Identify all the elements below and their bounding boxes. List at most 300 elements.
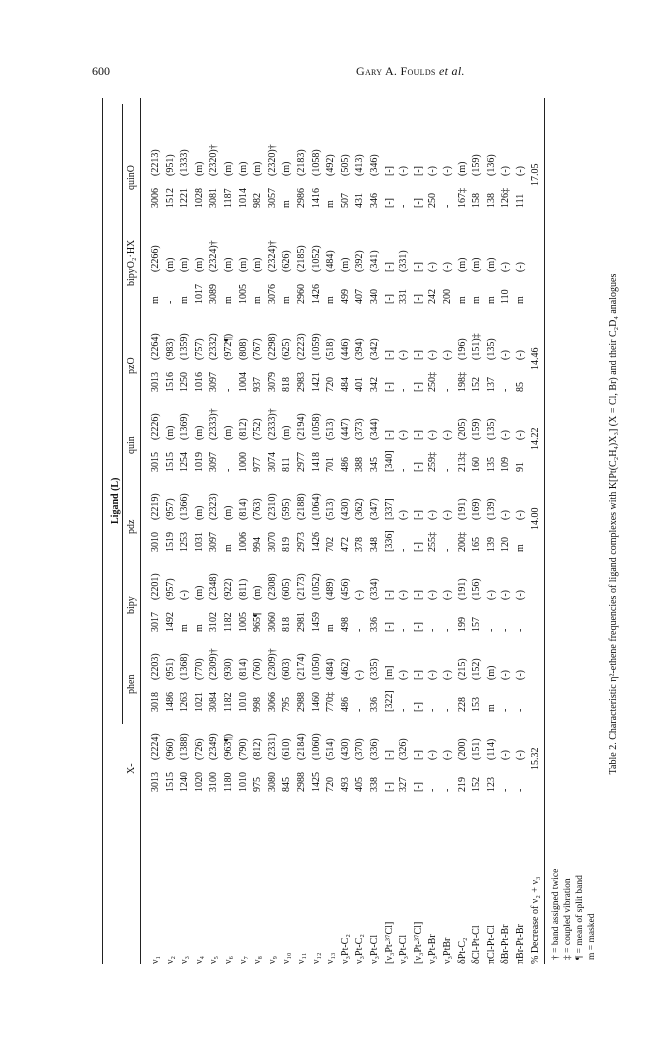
decrease-value: 14.46 <box>529 347 541 370</box>
cell-d-value: (951) <box>164 154 176 176</box>
cell-d-value: (342) <box>369 338 380 360</box>
cell-d-value: (-) <box>515 262 526 272</box>
cell-d-value: (462) <box>339 658 351 680</box>
cell-h-value: 259‡ <box>427 452 439 472</box>
cell-h-value: - <box>485 628 497 632</box>
cell-d-value: (-) <box>442 670 453 680</box>
cell-d-value: (-) <box>427 262 439 272</box>
cell-d-value: (-) <box>427 166 439 176</box>
cell-h-value: m <box>471 296 483 304</box>
cell-d-value: (957) <box>164 498 176 520</box>
cell-h-value: [-] <box>383 294 395 304</box>
cell-d-value: [-] <box>383 750 395 760</box>
cell-d-value: (-) <box>427 430 439 440</box>
cell-h-value: 198‡ <box>456 372 468 392</box>
cell-d-value: (518) <box>325 338 337 360</box>
cell-h-value: 91 <box>515 462 526 472</box>
cell-h-value: [336] <box>383 530 395 552</box>
cell-h-value: 346 <box>369 193 380 208</box>
cell-d-value: [-] <box>383 262 395 272</box>
cell-h-value: 139 <box>485 537 497 552</box>
cell-d-value: (196) <box>456 338 468 360</box>
cell-h-value: 493 <box>339 777 351 792</box>
cell-h-value: 1187 <box>223 188 234 208</box>
cell-d-value: (1052) <box>310 573 322 600</box>
cell-h-value: 3097 <box>208 372 220 392</box>
cell-d-value: (2184) <box>296 733 307 760</box>
cell-h-value: [322] <box>383 690 395 712</box>
row-label: ν₁₂ <box>310 952 322 964</box>
cell-h-value: 138 <box>485 193 497 208</box>
cell-h-value: - <box>442 628 453 632</box>
cell-d-value: (m) <box>281 425 293 440</box>
cell-d-value: (1333) <box>179 149 191 176</box>
cell-h-value: 2977 <box>296 452 307 472</box>
cell-d-value: (951) <box>164 658 176 680</box>
cell-h-value: 3060 <box>266 612 278 632</box>
cell-h-value: - <box>164 300 176 304</box>
cell-d-value: (m) <box>237 161 249 176</box>
cell-d-value: (151) <box>471 738 483 760</box>
cell-h-value: - <box>398 468 410 472</box>
footnote-line: ¶ = mean of split band <box>574 875 585 960</box>
cell-h-value: [-] <box>412 622 424 632</box>
cell-d-value: (2223) <box>296 333 307 360</box>
cell-d-value: (1058) <box>310 149 322 176</box>
footnote-line: † = band assigned twice <box>550 868 561 960</box>
cell-h-value: 994 <box>252 537 264 552</box>
cell-h-value: [-] <box>412 782 424 792</box>
cell-d-value: (135) <box>485 338 497 360</box>
cell-d-value: (1052) <box>310 245 322 272</box>
row-label: ν₆ <box>223 955 234 964</box>
cell-h-value: 720 <box>325 377 337 392</box>
cell-d-value: (456) <box>339 578 351 600</box>
cell-d-value: (-) <box>427 510 439 520</box>
cell-d-value: (808) <box>237 338 249 360</box>
row-label: ν₂ <box>164 955 176 964</box>
cell-d-value: (972¶) <box>223 333 234 360</box>
cell-h-value: 1418 <box>310 452 322 472</box>
cell-h-value: - <box>398 388 410 392</box>
cell-h-value: - <box>515 628 526 632</box>
cell-d-value: (2308) <box>266 573 278 600</box>
cell-d-value: (-) <box>515 166 526 176</box>
cell-d-value: (2333)† <box>208 408 220 440</box>
cell-h-value: - <box>223 468 234 472</box>
cell-d-value: (331) <box>398 250 410 272</box>
cell-d-value: (191) <box>456 578 468 600</box>
cell-h-value: 2960 <box>296 284 307 304</box>
cell-d-value: (2309)† <box>208 648 220 680</box>
cell-h-value: 338 <box>369 777 380 792</box>
cell-h-value: 250 <box>427 193 439 208</box>
cell-h-value: 3102 <box>208 612 220 632</box>
cell-d-value: (335) <box>369 658 380 680</box>
cell-d-value: (169) <box>471 498 483 520</box>
cell-d-value: (2173) <box>296 573 307 600</box>
row-label: δBr-Pt-Br <box>500 924 512 964</box>
cell-h-value: 1459 <box>310 612 322 632</box>
row-label: ν₁₁ <box>296 952 307 964</box>
cell-d-value: (152) <box>471 658 483 680</box>
cell-d-value: (m) <box>193 257 205 272</box>
cell-d-value: (-) <box>354 670 366 680</box>
cell-h-value: 965¶ <box>252 612 264 632</box>
cell-d-value: (-) <box>500 430 512 440</box>
cell-d-value: (1368) <box>179 653 191 680</box>
cell-h-value: [-] <box>383 198 395 208</box>
cell-d-value: (200) <box>456 738 468 760</box>
cell-d-value: (m) <box>193 161 205 176</box>
cell-d-value: (2331) <box>266 733 278 760</box>
rotated-table-block <box>100 84 672 964</box>
cell-h-value: 1416 <box>310 188 322 208</box>
cell-h-value: 975 <box>252 777 264 792</box>
cell-d-value: (392) <box>354 250 366 272</box>
cell-h-value: 937 <box>252 377 264 392</box>
cell-h-value: 250‡ <box>427 372 439 392</box>
cell-d-value: (811) <box>237 578 249 600</box>
cell-d-value: (-) <box>515 590 526 600</box>
cell-h-value: 1519 <box>164 532 176 552</box>
row-label: ν₃Pt-C₂ <box>339 934 351 964</box>
cell-h-value: 2988 <box>296 772 307 792</box>
cell-d-value: (2320)† <box>208 144 220 176</box>
cell-h-value: - <box>427 788 439 792</box>
cell-h-value: 1182 <box>223 612 234 632</box>
cell-h-value: - <box>398 708 410 712</box>
cell-d-value: (2310) <box>266 493 278 520</box>
cell-d-value: (m) <box>281 161 293 176</box>
cell-h-value: m <box>223 296 234 304</box>
cell-d-value: (1050) <box>310 653 322 680</box>
cell-d-value: (-) <box>515 350 526 360</box>
cell-d-value: (159) <box>471 154 483 176</box>
cell-d-value: (2201) <box>150 573 161 600</box>
cell-d-value: (135) <box>485 418 497 440</box>
column-header: X- <box>126 763 137 774</box>
cell-d-value: (-) <box>442 166 453 176</box>
cell-d-value: (373) <box>354 418 366 440</box>
cell-h-value: 3081 <box>208 188 220 208</box>
cell-d-value: (m) <box>339 257 351 272</box>
cell-h-value: 1014 <box>237 188 249 208</box>
cell-h-value: 1010 <box>237 772 249 792</box>
row-label: [ν₃Pt-³⁷Cl] <box>383 921 395 964</box>
cell-d-value: (812) <box>237 418 249 440</box>
cell-h-value: 228 <box>456 697 468 712</box>
cell-d-value: [-] <box>412 166 424 176</box>
cell-d-value: (-) <box>427 590 439 600</box>
cell-d-value: (2185) <box>296 245 307 272</box>
cell-h-value: m <box>325 200 337 208</box>
cell-h-value: 3100 <box>208 772 220 792</box>
row-label: ν₃Pt-Cl <box>369 934 380 964</box>
cell-h-value: 701 <box>325 457 337 472</box>
cell-d-value: [m] <box>383 665 395 680</box>
cell-d-value: [-] <box>412 590 424 600</box>
cell-h-value: 1516 <box>164 372 176 392</box>
cell-h-value: m <box>485 296 497 304</box>
frequency-table <box>100 84 600 964</box>
cell-h-value: 3018 <box>150 692 161 712</box>
cell-h-value: 507 <box>339 193 351 208</box>
cell-h-value: 1254 <box>179 452 191 472</box>
cell-d-value: (-) <box>515 750 526 760</box>
row-label: ν₄ <box>193 955 205 964</box>
cell-h-value: - <box>354 628 366 632</box>
table-caption: Table 2. Characteristic η²-ethene frequencies of ligand complexes with K[Pt(C₂H₄)X₃] (X = Cl, Br) and their C₂D₄ analogues <box>608 273 619 775</box>
cell-h-value: - <box>500 388 512 392</box>
cell-h-value: - <box>442 788 453 792</box>
row-label: ν₇ <box>237 955 249 964</box>
cell-h-value: 255‡ <box>427 532 439 552</box>
cell-h-value: 160 <box>471 457 483 472</box>
cell-d-value: (-) <box>442 750 453 760</box>
cell-d-value: (-) <box>500 510 512 520</box>
cell-d-value: (790) <box>237 738 249 760</box>
cell-d-value: (-) <box>442 510 453 520</box>
cell-h-value: [-] <box>412 382 424 392</box>
cell-h-value: - <box>427 628 439 632</box>
cell-h-value: 336 <box>369 617 380 632</box>
cell-d-value: (346) <box>369 154 380 176</box>
cell-h-value: 1020 <box>193 772 205 792</box>
cell-d-value: (m) <box>164 425 176 440</box>
cell-d-value: (1366) <box>179 493 191 520</box>
cell-h-value: 1492 <box>164 612 176 632</box>
cell-h-value: - <box>500 708 512 712</box>
cell-h-value: - <box>442 204 453 208</box>
cell-d-value: (2226) <box>150 413 161 440</box>
cell-d-value: [-] <box>383 590 395 600</box>
cell-h-value: 1000 <box>237 452 249 472</box>
cell-h-value: 3066 <box>266 692 278 712</box>
cell-h-value: 1006 <box>237 532 249 552</box>
cell-h-value: 486 <box>339 457 351 472</box>
cell-h-value: 770‡ <box>325 692 337 712</box>
cell-d-value: (767) <box>252 338 264 360</box>
cell-d-value: (m) <box>193 505 205 520</box>
cell-h-value: [-] <box>383 622 395 632</box>
cell-d-value: (-) <box>442 590 453 600</box>
cell-d-value: (489) <box>325 578 337 600</box>
cell-h-value: 3080 <box>266 772 278 792</box>
cell-h-value: - <box>354 708 366 712</box>
cell-h-value: 126‡ <box>500 188 512 208</box>
cell-d-value: (344) <box>369 418 380 440</box>
cell-h-value: 1016 <box>193 372 205 392</box>
cell-d-value: (957) <box>164 578 176 600</box>
cell-d-value: (770) <box>193 658 205 680</box>
cell-h-value: 109 <box>500 457 512 472</box>
footnote-line: m = masked <box>586 913 597 960</box>
ligand-group-rule <box>122 104 123 724</box>
cell-h-value: 431 <box>354 193 366 208</box>
cell-h-value: 388 <box>354 457 366 472</box>
cell-d-value: (812) <box>252 738 264 760</box>
cell-d-value: (960) <box>164 738 176 760</box>
running-head-etal: et al. <box>438 64 465 78</box>
cell-h-value: 1253 <box>179 532 191 552</box>
cell-d-value: [-] <box>412 510 424 520</box>
cell-h-value: 401 <box>354 377 366 392</box>
cell-d-value: (752) <box>252 418 264 440</box>
cell-d-value: (2183) <box>296 149 307 176</box>
page-number: 600 <box>92 64 110 78</box>
cell-d-value: (1388) <box>179 733 191 760</box>
cell-h-value: 1426 <box>310 284 322 304</box>
cell-d-value: (484) <box>325 250 337 272</box>
cell-h-value: 1028 <box>193 188 205 208</box>
row-label: ν₉ <box>266 955 278 964</box>
cell-d-value: (-) <box>500 750 512 760</box>
cell-d-value: (763) <box>252 498 264 520</box>
cell-d-value: (-) <box>427 670 439 680</box>
cell-h-value: 2988 <box>296 692 307 712</box>
cell-h-value: - <box>442 548 453 552</box>
row-label: ν₃PtBr <box>442 937 453 964</box>
cell-d-value: (922) <box>223 578 234 600</box>
cell-h-value: 405 <box>354 777 366 792</box>
cell-h-value: 1180 <box>223 772 234 792</box>
cell-d-value: (m) <box>223 505 234 520</box>
cell-d-value: (m) <box>223 161 234 176</box>
cell-d-value: (513) <box>325 498 337 520</box>
cell-h-value: - <box>442 468 453 472</box>
cell-d-value: (-) <box>354 590 366 600</box>
cell-h-value: [-] <box>383 782 395 792</box>
cell-h-value: m <box>179 624 191 632</box>
cell-h-value: 1460 <box>310 692 322 712</box>
cell-h-value: 2986 <box>296 188 307 208</box>
cell-h-value: 110 <box>500 289 512 304</box>
cell-h-value: 158 <box>471 193 483 208</box>
cell-h-value: m <box>325 624 337 632</box>
cell-d-value: (1059) <box>310 333 322 360</box>
cell-h-value: 213‡ <box>456 452 468 472</box>
cell-d-value: (334) <box>369 578 380 600</box>
row-label: ν₃ <box>179 955 191 964</box>
cell-d-value: (2264) <box>150 333 161 360</box>
cell-d-value: (513) <box>325 418 337 440</box>
cell-h-value: 1005 <box>237 284 249 304</box>
cell-d-value: (-) <box>442 262 453 272</box>
cell-d-value: [-] <box>412 670 424 680</box>
cell-h-value: 720 <box>325 777 337 792</box>
cell-h-value: 1486 <box>164 692 176 712</box>
cell-h-value: 336 <box>369 697 380 712</box>
cell-d-value: (2323) <box>208 493 220 520</box>
cell-h-value: 1010 <box>237 692 249 712</box>
cell-h-value: 2981 <box>296 612 307 632</box>
cell-d-value: (114) <box>485 738 497 760</box>
row-label: ν₃Pt-Br <box>427 934 439 964</box>
cell-d-value: (-) <box>179 590 191 600</box>
cell-d-value: (492) <box>325 154 337 176</box>
cell-h-value: 977 <box>252 457 264 472</box>
cell-h-value: 998 <box>252 697 264 712</box>
cell-d-value: (2320)† <box>266 144 278 176</box>
cell-d-value: (610) <box>281 738 293 760</box>
cell-d-value: (595) <box>281 498 293 520</box>
cell-d-value: (605) <box>281 578 293 600</box>
cell-h-value: m <box>456 296 468 304</box>
row-label: ν₁₃ <box>325 952 337 964</box>
cell-d-value: (m) <box>193 425 205 440</box>
cell-d-value: (2213) <box>150 149 161 176</box>
cell-h-value: 3070 <box>266 532 278 552</box>
cell-d-value: (983) <box>164 338 176 360</box>
cell-h-value: m <box>515 544 526 552</box>
decrease-label: % Decrease of ν₂ + ν₃ <box>529 876 541 964</box>
cell-d-value: (2349) <box>208 733 220 760</box>
cell-d-value: (2194) <box>296 413 307 440</box>
cell-h-value: 1004 <box>237 372 249 392</box>
cell-d-value: (341) <box>369 250 380 272</box>
cell-d-value: (2298) <box>266 333 278 360</box>
cell-h-value: [-] <box>412 462 424 472</box>
cell-d-value: (362) <box>354 498 366 520</box>
cell-d-value: (814) <box>237 498 249 520</box>
row-label: ν₃Pt-C₂ <box>354 934 366 964</box>
row-label: δPt-C₂ <box>456 937 468 964</box>
cell-h-value: m <box>281 296 293 304</box>
cell-h-value: - <box>515 708 526 712</box>
column-header: bipyO₂·HX <box>126 239 137 286</box>
cell-h-value: 1017 <box>193 284 205 304</box>
row-label: [ν₃Pt-³⁷Cl] <box>412 921 424 964</box>
decrease-value: 15.32 <box>529 747 541 770</box>
cell-h-value: - <box>223 388 234 392</box>
cell-h-value: 123 <box>485 777 497 792</box>
cell-d-value: (m) <box>252 161 264 176</box>
cell-h-value: 407 <box>354 289 366 304</box>
cell-d-value: (514) <box>325 738 337 760</box>
cell-h-value: - <box>500 628 512 632</box>
cell-h-value: - <box>442 708 453 712</box>
cell-h-value: [-] <box>412 542 424 552</box>
row-label: πCl-Pt-Cl <box>485 925 497 964</box>
cell-h-value: 242 <box>427 289 439 304</box>
cell-d-value: (-) <box>515 430 526 440</box>
cell-d-value: [-] <box>412 750 424 760</box>
cell-d-value: (326) <box>398 738 410 760</box>
cell-h-value: m <box>515 296 526 304</box>
cell-d-value: (m) <box>252 257 264 272</box>
running-head <box>356 64 465 79</box>
cell-d-value: (505) <box>339 154 351 176</box>
cell-d-value: (760) <box>252 658 264 680</box>
cell-d-value: (-) <box>398 166 410 176</box>
cell-d-value: (215) <box>456 658 468 680</box>
decrease-value: 17.05 <box>529 163 541 186</box>
cell-h-value: 3076 <box>266 284 278 304</box>
cell-d-value: (413) <box>354 154 366 176</box>
cell-d-value: (447) <box>339 418 351 440</box>
cell-d-value: [-] <box>383 430 395 440</box>
table-top-rule <box>102 98 103 964</box>
cell-h-value: [-] <box>412 294 424 304</box>
cell-d-value: (2333)† <box>266 408 278 440</box>
cell-h-value: 818 <box>281 377 293 392</box>
cell-h-value: m <box>179 296 191 304</box>
cell-h-value: 498 <box>339 617 351 632</box>
cell-h-value: 1263 <box>179 692 191 712</box>
cell-h-value: 1021 <box>193 692 205 712</box>
cell-d-value: (m) <box>164 257 176 272</box>
